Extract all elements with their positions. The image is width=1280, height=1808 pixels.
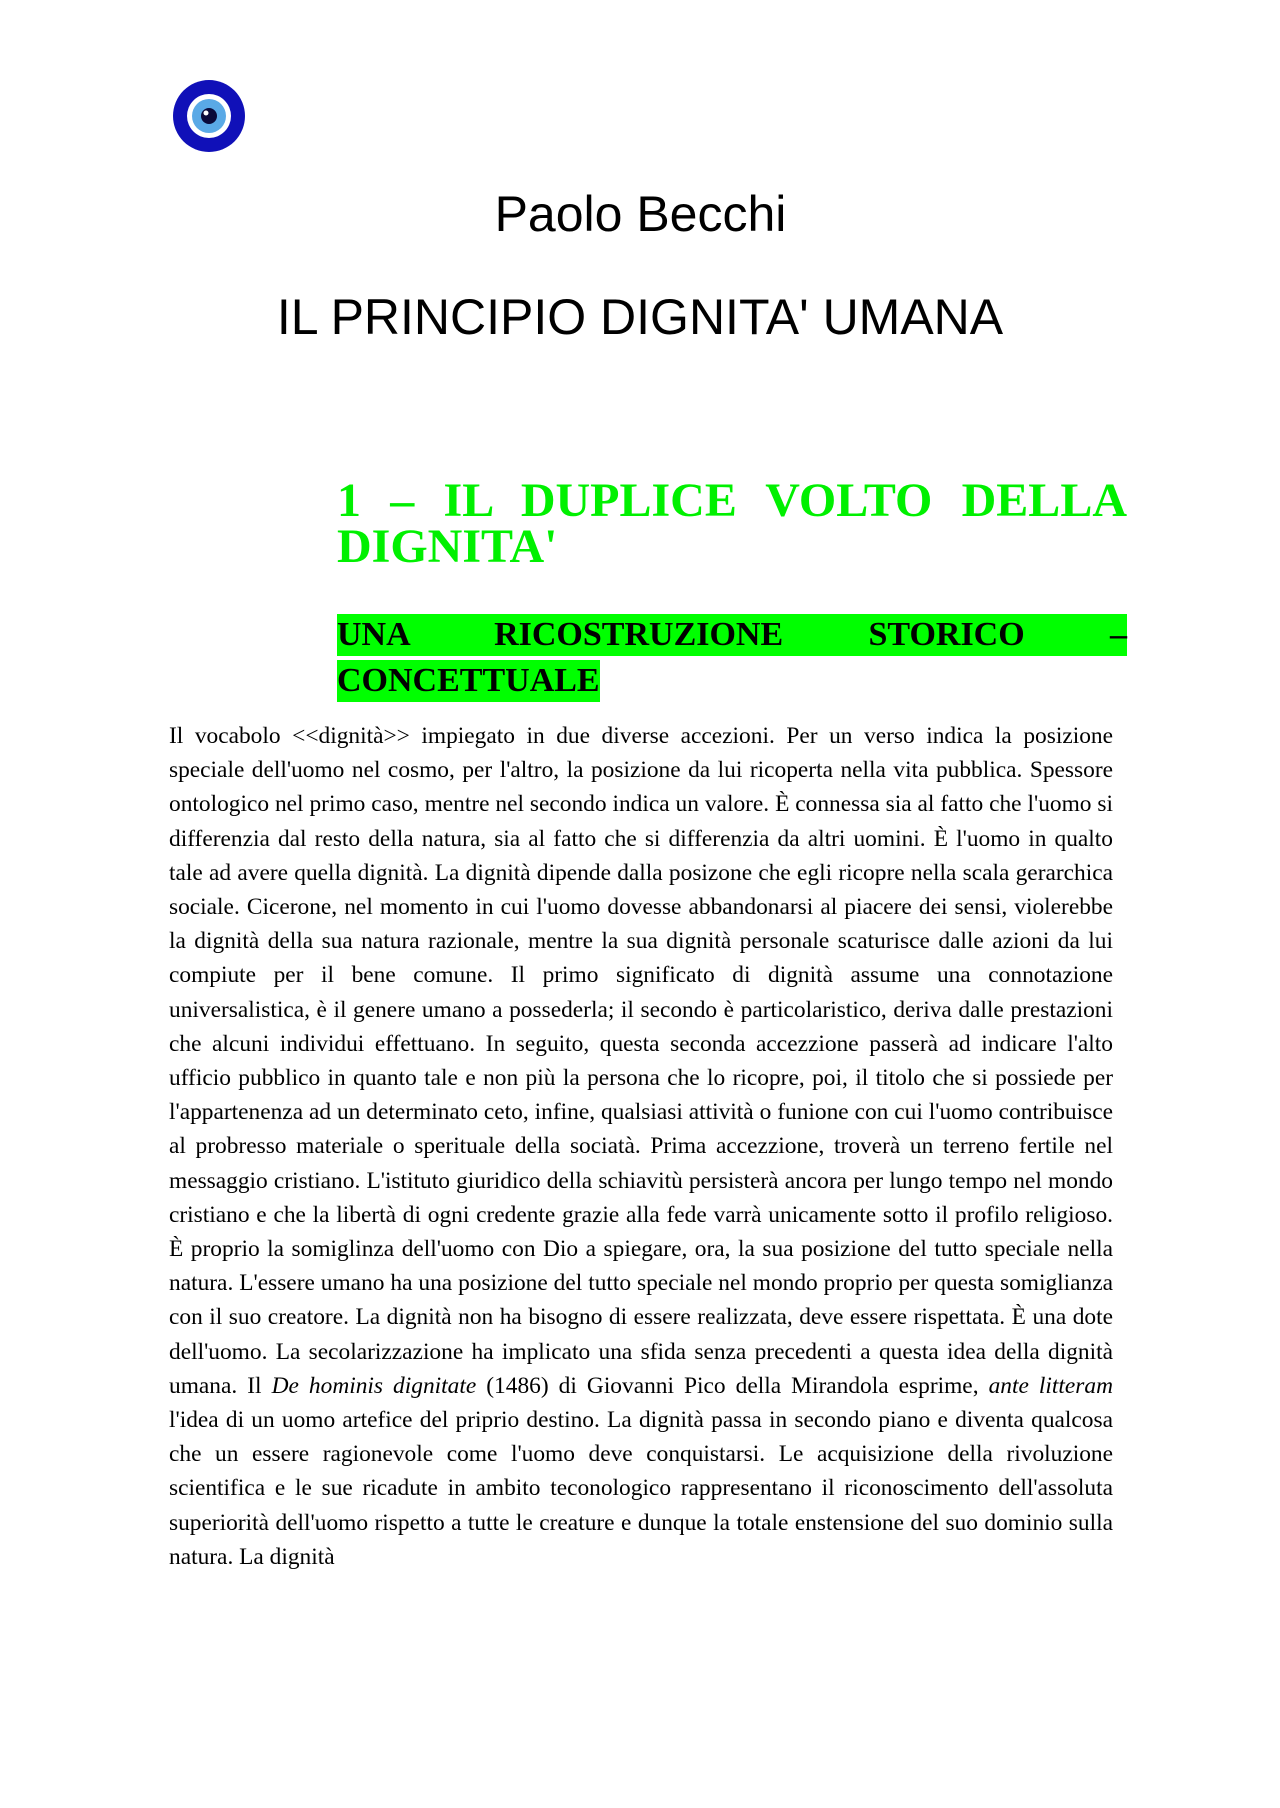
work-title-italic: De hominis dignitate [271, 1372, 477, 1399]
chapter-subtitle-line2: CONCETTUALE [337, 660, 600, 702]
book-title: IL PRINCIPIO DIGNITA' UMANA [276, 289, 1004, 345]
chapter-heading-line2: DIGNITA' [337, 520, 558, 573]
latin-phrase-italic: ante litteram [988, 1372, 1113, 1399]
author-name: Paolo Becchi [494, 186, 787, 242]
evil-eye-icon [173, 80, 245, 152]
body-text-part1: Il vocabolo <<dignità>> impiegato in due diverse accezioni. Per un verso indica la posizione speciale dell'uomo nel cosmo, per l'altro, la posizione da lui ricoperta nella vita pubblica. Spessore ontologico nel primo caso, mentre nel secondo indica un valore. È connessa sia al fatto che l'uomo si differenzia dal resto della natura, sia al fatto che si differenzia da altri uomini. È l'uomo in qualto tale ad avere quella dignità. La dignità dipende dalla posizone che egli ricopre nella scala gerarchica sociale. Cicerone, nel momento in cui l'uomo dovesse abbandonarsi al piacere dei sensi, violerebbe la dignità della sua natura razionale, mentre la sua dignità personale scaturisce dalle azioni da lui compiute per il bene comune. Il primo significato di dignità assume una connotazione universalistica, è il genere umano a possederla; il secondo è particolaristico, deriva dalle prestazioni che alcuni individui effettuano. In seguito, questa seconda accezzione passerà ad indicare l'alto ufficio pubblico in quanto tale e non più la persona che lo ricopre, poi, il titolo che si possiede per l'appartenenza ad un determinato ceto, infine, qualsiasi attività o funione con cui l'uomo contribuisce al probresso materiale o sperituale della sociatà. Prima accezzione, troverà un terreno fertile nel messaggio cristiano. L'istituto giuridico della schiavitù persisterà ancora per lungo tempo nel mondo cristiano e che la libertà di ogni credente grazie alla fede varrà unicamente sotto il profilo religioso. È proprio la somiglinza dell'uomo con Dio a spiegare, ora, la sua posizione del tutto speciale nella natura. L'essere umano ha una posizione del tutto speciale nel mondo proprio per questa somiglianza con il suo creatore. La dignità non ha bisogno di essere realizzata, deve essere rispettata. È una dote dell'uomo. La secolarizzazione ha implicato una sfida senza precedenti a questa idea della dignità umana. Il [169, 723, 1113, 1399]
chapter-heading-line1: 1 – IL DUPLICE VOLTO DELLA [337, 474, 1127, 527]
body-text-part3: l'idea di un uomo artefice del priprio destino. La dignità passa in secondo piano e diventa qualcosa che un essere ragionevole come l'uomo deve conquistarsi. Le acquisizione della rivoluzione scientifica e le sue ricadute in ambito teconologico rappresentano il riconoscimento dell'assoluta superiorità dell'uomo rispetto a tutte le creature e dunque la totale enstensione del suo dominio sulla natura. La dignità [169, 1407, 1113, 1570]
chapter-subtitle-line1: UNA RICOSTRUZIONE STORICO – [337, 614, 1127, 656]
body-text-part2: (1486) di Giovanni Pico della Mirandola esprime, [476, 1372, 989, 1399]
chapter-heading [337, 474, 1127, 573]
body-paragraph [169, 719, 1113, 1574]
chapter-subtitle [337, 614, 1127, 705]
